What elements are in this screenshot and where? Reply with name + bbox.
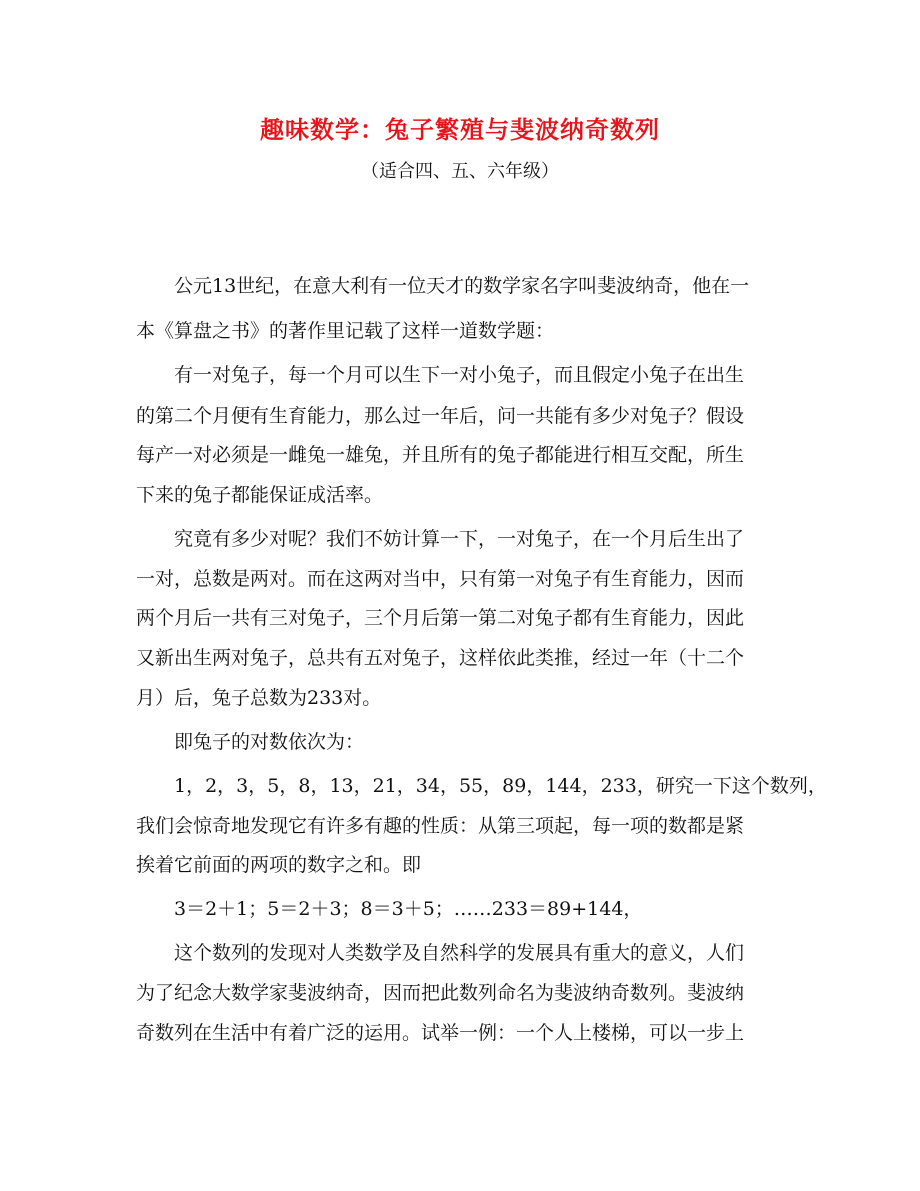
text-line: 挨着它前面的两项的数字之和。即 [136,854,422,876]
text-line: 的第二个月便有生育能力，那么过一年后，问一共能有多少对兔子？假设 [136,405,745,427]
text-line: 一对，总数是两对。而在这两对当中，只有第一对兔子有生育能力，因而 [136,568,745,590]
text-line: 公元13世纪，在意大利有一位天才的数学家名字叫斐波纳奇，他在一 [174,275,750,297]
text-line: 1，2，3，5，8，13，21，34，55，89，144，233，研究一下这个数列， [174,775,827,797]
page-subtitle: （适合四、五、六年级） [361,161,559,182]
page-title: 趣味数学：兔子繁殖与斐波纳奇数列 [260,116,660,144]
text-line: 下来的兔子都能保证成活率。 [136,484,384,506]
text-line: 奇数列在生活中有着广泛的运用。试举一例：一个人上楼梯，可以一步上 [136,1022,745,1044]
text-line: 本《算盘之书》的著作里记载了这样一道数学题： [136,320,555,342]
text-line: 两个月后一共有三对兔子，三个月后第一第二对兔子都有生育能力，因此 [136,607,745,629]
text-line: 有一对兔子，每一个月可以生下一对小兔子，而且假定小兔子在出生 [174,364,745,386]
text-line: 3＝2＋1；5＝2＋3；8＝3＋5；……233＝89+144， [174,898,643,920]
text-line: 我们会惊奇地发现它有许多有趣的性质：从第三项起，每一项的数都是紧 [136,815,745,837]
text-line: 又新出生两对兔子，总共有五对兔子，这样依此类推，经过一年（十二个 [136,647,745,669]
text-line: 这个数列的发现对人类数学及自然科学的发展具有重大的意义，人们 [174,942,745,964]
text-line: 月）后，兔子总数为233对。 [136,687,382,709]
text-line: 每产一对必须是一雌兔一雄兔，并且所有的兔子都能进行相互交配，所生 [136,444,745,466]
text-line: 即兔子的对数依次为： [174,731,365,753]
text-line: 究竟有多少对呢？我们不妨计算一下，一对兔子，在一个月后生出了 [174,528,745,550]
text-line: 为了纪念大数学家斐波纳奇，因而把此数列命名为斐波纳奇数列。斐波纳 [136,982,745,1004]
